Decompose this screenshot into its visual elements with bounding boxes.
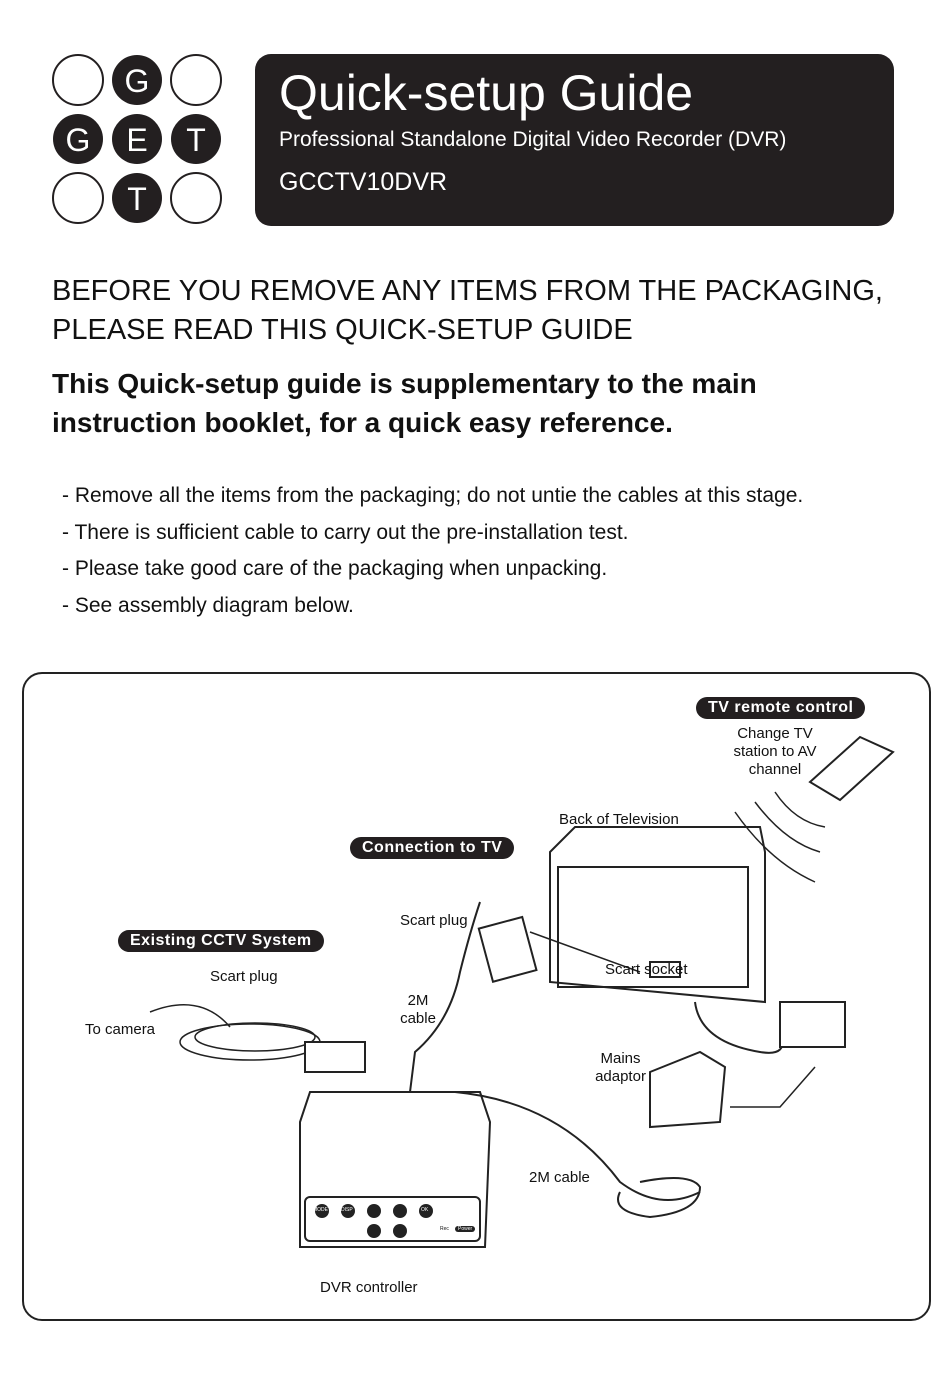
existing-cctv-label: Existing CCTV System	[118, 930, 324, 952]
dvr-controller-icon	[300, 1092, 490, 1247]
power-indicator: Power	[455, 1226, 475, 1232]
mains-adaptor-label: Mains adaptor	[595, 1050, 646, 1085]
back-of-tv-label: Back of Television	[559, 811, 679, 828]
get-logo	[50, 52, 225, 227]
list-item: - Please take good care of the packaging when unpacking.	[62, 557, 608, 581]
svg-text:E: E	[126, 122, 148, 158]
list-item: - There is sufficient cable to carry out the pre-installation test.	[62, 520, 629, 544]
svg-text:G: G	[65, 122, 91, 158]
subtitle: Professional Standalone Digital Video Recorder (DVR)	[279, 128, 787, 151]
svg-text:T: T	[186, 122, 206, 158]
cable-2m-label: 2M cable	[400, 992, 436, 1027]
mains-adaptor-icon	[650, 1052, 725, 1127]
svg-text:T: T	[127, 181, 147, 217]
title: Quick-setup Guide	[279, 65, 694, 121]
warning-text: BEFORE YOU REMOVE ANY ITEMS FROM THE PACKAGING, PLEASE READ THIS QUICK-SETUP GUIDE	[52, 275, 883, 346]
wall-socket-icon	[780, 1002, 845, 1047]
cable-2m-label: 2M cable	[529, 1169, 590, 1186]
connection-to-tv-label: Connection to TV	[350, 837, 514, 859]
scart-plug-icon	[305, 1042, 365, 1072]
model-number: GCCTV10DVR	[279, 168, 448, 196]
mode-button: MODE	[313, 1207, 328, 1213]
intro-text: This Quick-setup guide is supplementary to the main instruction booklet, for a quick easy reference.	[52, 368, 757, 438]
tv-remote-label: TV remote control	[696, 697, 865, 719]
steps-list	[62, 478, 803, 625]
list-item: - Remove all the items from the packaging; do not untie the cables at this stage.	[62, 484, 804, 507]
svg-text:G: G	[124, 63, 150, 99]
scart-socket-label: Scart socket	[605, 961, 688, 978]
header-banner	[255, 54, 894, 226]
tv-remote-note: Change TV station to AV channel	[733, 725, 817, 778]
ok-button: OK	[421, 1207, 429, 1213]
to-camera-label: To camera	[85, 1021, 156, 1038]
scart-plug-tv-label: Scart plug	[400, 912, 468, 929]
scart-plug-icon	[479, 917, 537, 982]
disp-button: DISP	[341, 1207, 353, 1213]
list-item: - See assembly diagram below.	[62, 594, 354, 618]
dvr-controller-label: DVR controller	[320, 1279, 418, 1296]
scart-plug-cctv-label: Scart plug	[210, 968, 278, 985]
rec-indicator: Rec	[440, 1226, 449, 1232]
